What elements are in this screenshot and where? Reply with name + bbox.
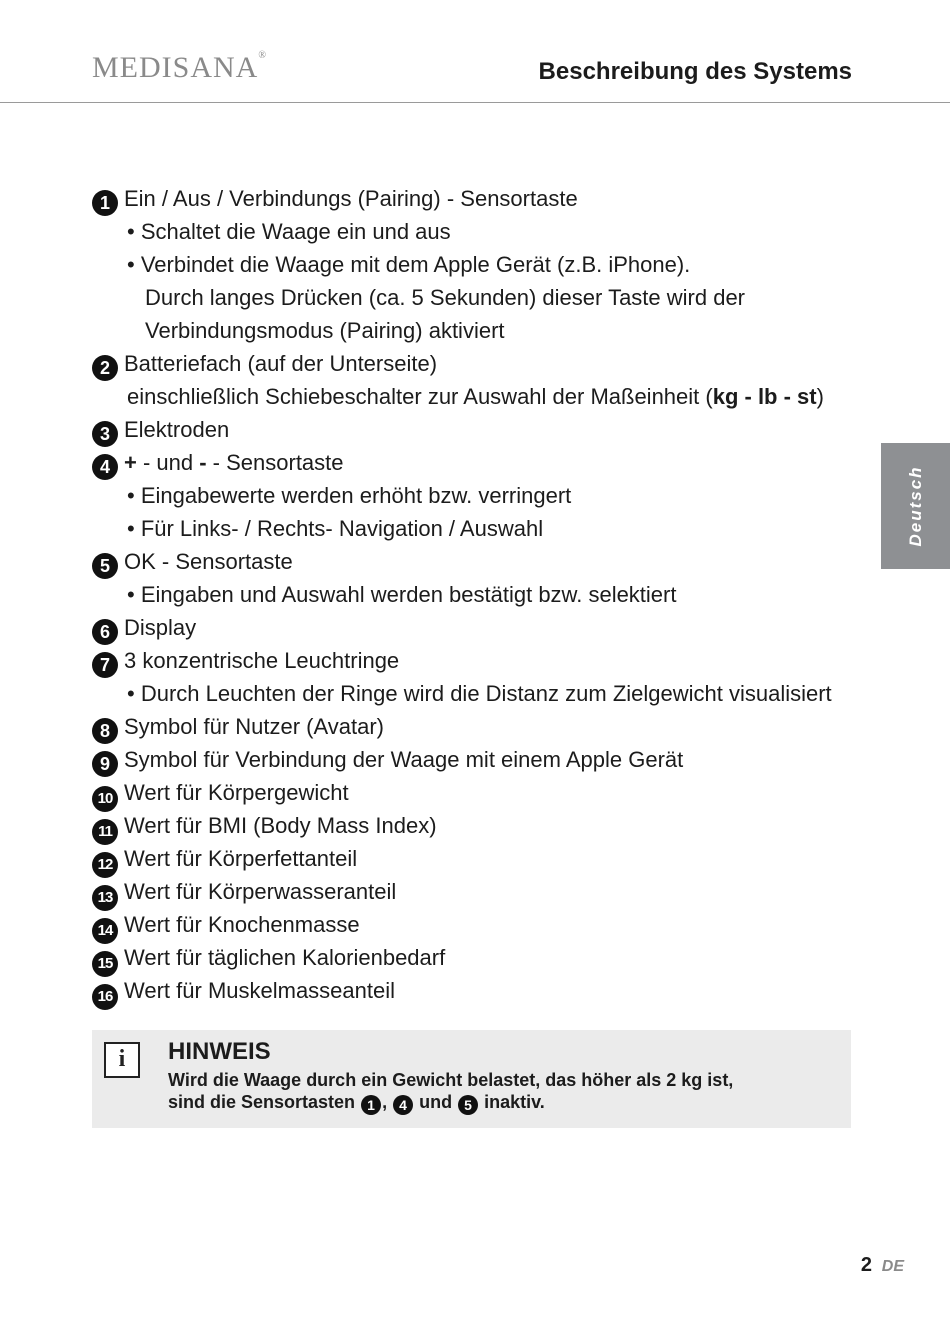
header-divider <box>0 102 950 103</box>
note-box <box>92 1030 851 1128</box>
list-item-bullet: • Eingaben und Auswahl werden bestätigt bzw. selektiert <box>127 582 677 607</box>
brand-logo <box>92 48 267 88</box>
list-item <box>92 710 882 743</box>
list-item-bullet: • Verbindet die Waage mit dem Apple Gerät (z.B. iPhone). <box>127 252 691 277</box>
item-text: ) <box>816 384 824 409</box>
item-number-badge: 15 <box>92 951 118 977</box>
item-number-badge: 8 <box>92 718 118 744</box>
item-text: Wert für Muskelmasseanteil <box>124 978 396 1003</box>
item-text: Wert für Körpergewicht <box>124 780 349 805</box>
list-item <box>92 413 882 446</box>
unit-options: kg - lb - st <box>712 384 817 409</box>
item-text: Wert für Körperwasseranteil <box>124 879 397 904</box>
item-text: Wert für täglichen Kalorienbedarf <box>124 945 446 970</box>
item-number-badge: 16 <box>92 984 118 1010</box>
item-text: - Sensortaste <box>206 450 344 475</box>
list-item-continuation: Durch langes Drücken (ca. 5 Sekunden) dieser Taste wird der <box>145 285 746 310</box>
item-number-badge: 5 <box>92 553 118 579</box>
item-text: Elektroden <box>124 417 230 442</box>
item-number-badge: 10 <box>92 786 118 812</box>
page-number: 2 <box>860 1254 872 1276</box>
item-text: Display <box>124 615 197 640</box>
item-number-badge: 4 <box>92 454 118 480</box>
list-item-bullet: • Für Links- / Rechts- Navigation / Auswahl <box>127 516 544 541</box>
list-item-continuation <box>92 380 882 413</box>
logo-registered-mark: ® <box>258 50 267 61</box>
item-number-badge: 6 <box>92 619 118 645</box>
list-item-bullet: • Eingabewerte werden erhöht bzw. verringert <box>127 483 572 508</box>
item-text: Wert für Körperfettanteil <box>124 846 358 871</box>
note-line <box>168 1091 828 1115</box>
list-item <box>92 941 882 974</box>
note-ref-badge: 1 <box>361 1095 381 1115</box>
list-item <box>92 644 882 677</box>
item-number-badge: 7 <box>92 652 118 678</box>
list-item-continuation: Verbindungsmodus (Pairing) aktiviert <box>145 318 505 343</box>
list-item <box>92 908 882 941</box>
item-text: OK - Sensortaste <box>124 549 293 574</box>
item-number-badge: 12 <box>92 852 118 878</box>
component-list <box>92 182 882 1007</box>
item-text: 3 konzentrische Leuchtringe <box>124 648 400 673</box>
page-language-code: DE <box>881 1258 904 1275</box>
item-number-badge: 9 <box>92 751 118 777</box>
note-text-fragment: sind die Sensortasten <box>168 1092 361 1112</box>
item-number-badge: 1 <box>92 190 118 216</box>
list-item <box>92 776 882 809</box>
logo-text: MEDISANA <box>92 51 259 84</box>
item-text: Batteriefach (auf der Unterseite) <box>124 351 438 376</box>
note-text-fragment: inaktiv. <box>479 1092 545 1112</box>
item-number-badge: 3 <box>92 421 118 447</box>
list-item <box>92 974 882 1007</box>
list-item <box>92 446 882 479</box>
item-number-badge: 2 <box>92 355 118 381</box>
note-title: HINWEIS <box>168 1038 271 1065</box>
item-text: - und <box>136 450 200 475</box>
item-text: einschließlich Schiebeschalter zur Auswahl der Maßeinheit ( <box>127 384 713 409</box>
list-item-bullet: • Durch Leuchten der Ringe wird die Distanz zum Zielgewicht visualisiert <box>127 681 832 706</box>
item-number-badge: 14 <box>92 918 118 944</box>
list-item <box>92 875 882 908</box>
item-text: Wert für Knochenmasse <box>124 912 360 937</box>
item-text: Symbol für Nutzer (Avatar) <box>124 714 385 739</box>
note-ref-badge: 5 <box>458 1095 478 1115</box>
plus-symbol: + <box>124 450 137 475</box>
item-number-badge: 13 <box>92 885 118 911</box>
page-title: Beschreibung des Systems <box>538 58 852 85</box>
note-text-fragment: und <box>414 1092 458 1112</box>
list-item <box>92 347 882 380</box>
note-ref-badge: 4 <box>393 1095 413 1115</box>
note-text <box>168 1069 828 1115</box>
list-item <box>92 545 882 578</box>
language-tab-label: Deutsch <box>905 465 925 547</box>
note-line: Wird die Waage durch ein Gewicht belastet, das höher als 2 kg ist, <box>168 1070 734 1090</box>
list-item <box>92 743 882 776</box>
list-item <box>92 182 882 215</box>
note-text-fragment: , <box>382 1092 393 1112</box>
list-item <box>92 611 882 644</box>
list-item <box>92 809 882 842</box>
item-text: Symbol für Verbindung der Waage mit einem Apple Gerät <box>124 747 684 772</box>
list-item <box>92 842 882 875</box>
minus-symbol: - <box>199 450 207 475</box>
list-item-bullet: • Schaltet die Waage ein und aus <box>127 219 451 244</box>
info-icon: i <box>104 1042 140 1078</box>
item-text: Wert für BMI (Body Mass Index) <box>124 813 437 838</box>
language-tab <box>881 443 950 569</box>
item-number-badge: 11 <box>92 819 118 845</box>
item-text: Ein / Aus / Verbindungs (Pairing) - Sensortaste <box>124 186 578 211</box>
